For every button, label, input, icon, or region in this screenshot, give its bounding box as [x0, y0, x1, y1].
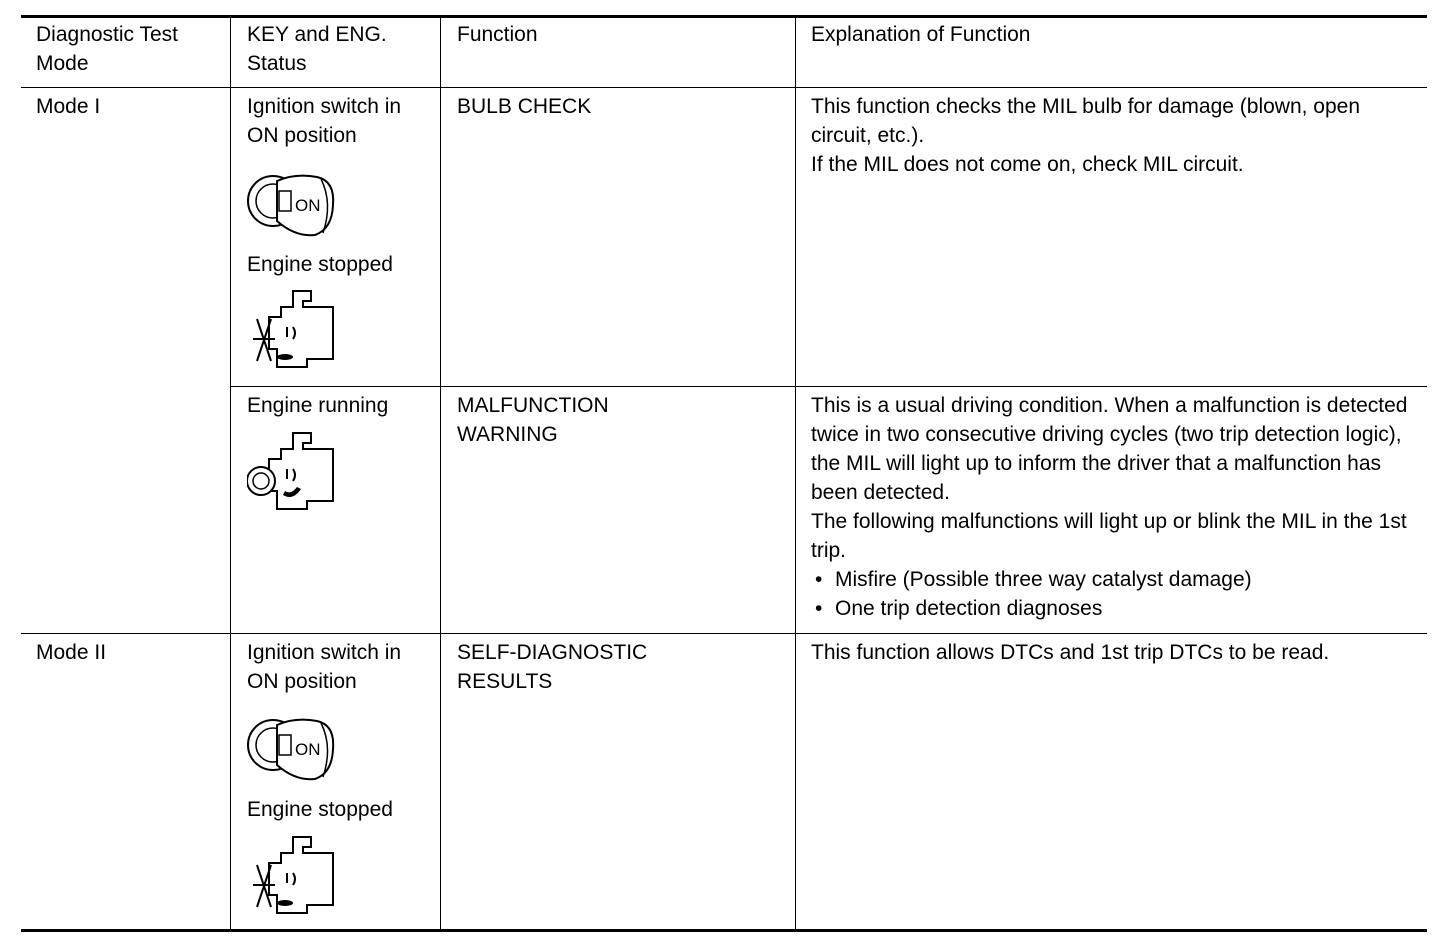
row3-mode: Mode II — [36, 641, 107, 664]
row1-divider — [230, 386, 1427, 387]
ignition-key-on-icon — [247, 705, 337, 792]
header-mode: Diagnostic Test Mode — [36, 23, 179, 75]
col-divider-1 — [230, 15, 231, 931]
row2-explanation-p2: The following malfunctions will light up or blink the MIL in the 1st trip. — [811, 510, 1407, 562]
key-on-label: ON — [295, 196, 321, 215]
col-divider-3 — [795, 15, 796, 931]
row2-explanation — [811, 391, 1423, 623]
header-explanation: Explanation of Function — [811, 23, 1031, 46]
row1-status-engine: Engine stopped — [247, 253, 393, 276]
engine-stopped-icon — [247, 287, 339, 378]
bottom-rule — [21, 929, 1427, 932]
row3-status-engine: Engine stopped — [247, 798, 393, 821]
row3-explanation: This function allows DTCs and 1st trip DTCs to be read. — [811, 641, 1330, 664]
row1-status-ignition: Ignition switch in ON position — [247, 95, 402, 147]
row2-divider — [21, 633, 1427, 634]
diagnostic-mode-table — [21, 15, 1427, 933]
row2-explanation-p1: This is a usual driving condition. When a malfunction is detected twice in two consecutive driving cycles (two trip detection logic), the MIL will light up to inform the driver that a malfunction has been detected. — [811, 394, 1408, 504]
row3-status-ignition: Ignition switch in ON position — [247, 641, 402, 693]
row1-function: BULB CHECK — [457, 95, 592, 118]
engine-running-icon — [247, 429, 339, 520]
row3-function: SELF-DIAGNOSTIC RESULTS — [457, 641, 648, 693]
top-rule — [21, 15, 1427, 18]
row2-bullet-1: • Misfire (Possible three way catalyst damage) — [811, 565, 1423, 594]
header-status: KEY and ENG. Status — [247, 23, 387, 75]
key-on-label: ON — [295, 740, 321, 759]
row1-explanation — [811, 92, 1423, 179]
row1-mode: Mode I — [36, 95, 101, 118]
row2-bullet-2: • One trip detection diagnoses — [811, 594, 1423, 623]
row2-status-engine: Engine running — [247, 394, 389, 417]
engine-stopped-icon — [247, 833, 339, 924]
header-divider — [21, 87, 1427, 88]
row2-function: MALFUNCTION WARNING — [457, 394, 609, 446]
header-function: Function — [457, 23, 538, 46]
row1-explanation-p1: This function checks the MIL bulb for damage (blown, open circuit, etc.). — [811, 95, 1361, 147]
col-divider-2 — [440, 15, 441, 931]
row1-explanation-p2: If the MIL does not come on, check MIL circuit. — [811, 153, 1244, 176]
ignition-key-on-icon — [247, 161, 337, 248]
